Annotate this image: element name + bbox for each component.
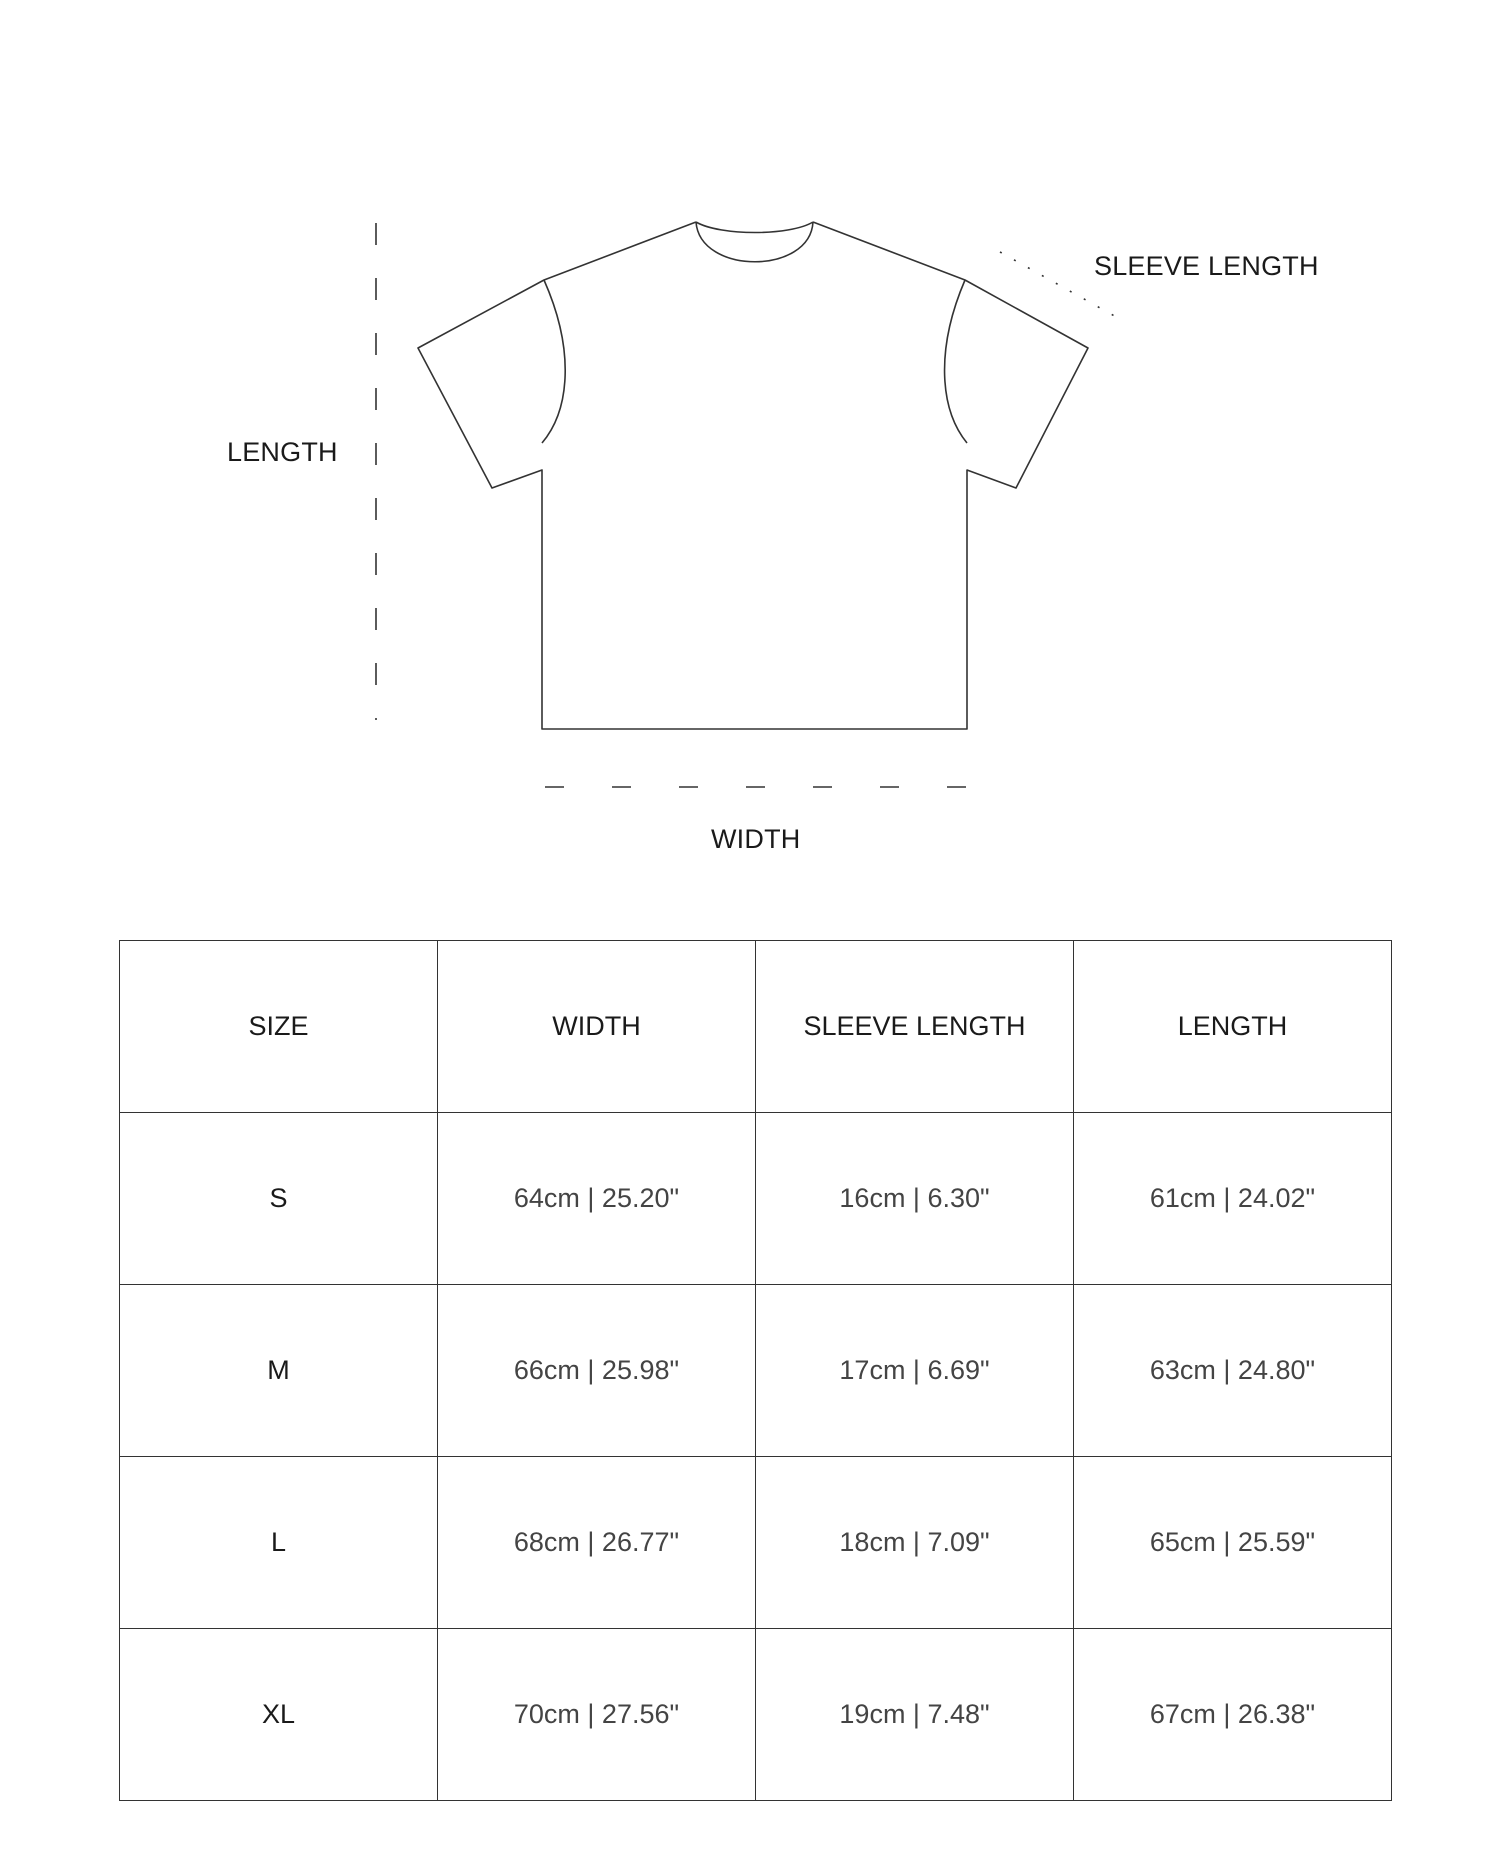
header-sleeve-length: SLEEVE LENGTH (756, 941, 1074, 1113)
width-cell: 64cm | 25.20" (438, 1113, 756, 1285)
sleeve-length-cell: 19cm | 7.48" (756, 1629, 1074, 1801)
size-cell: S (120, 1113, 438, 1285)
table-row (120, 1457, 1392, 1629)
size-cell: XL (120, 1629, 438, 1801)
size-cell: M (120, 1285, 438, 1457)
table-row (120, 1629, 1392, 1801)
size-diagram (0, 0, 1500, 900)
table-row (120, 1285, 1392, 1457)
length-label: LENGTH (227, 437, 338, 467)
right-armhole (945, 280, 967, 443)
header-length: LENGTH (1074, 941, 1392, 1113)
width-cell: 70cm | 27.56" (438, 1629, 756, 1801)
left-armhole (542, 280, 565, 443)
length-cell: 61cm | 24.02" (1074, 1113, 1392, 1285)
header-size: SIZE (120, 941, 438, 1113)
sleeve-length-cell: 17cm | 6.69" (756, 1285, 1074, 1457)
size-cell: L (120, 1457, 438, 1629)
table-row (120, 1113, 1392, 1285)
width-cell: 66cm | 25.98" (438, 1285, 756, 1457)
length-cell: 63cm | 24.80" (1074, 1285, 1392, 1457)
width-label: WIDTH (711, 824, 801, 854)
length-cell: 67cm | 26.38" (1074, 1629, 1392, 1801)
sleeve-length-label: SLEEVE LENGTH (1094, 251, 1319, 281)
table-header-row (120, 941, 1392, 1113)
t-shirt-body (418, 222, 1088, 729)
neckline-outer (696, 222, 813, 233)
length-cell: 65cm | 25.59" (1074, 1457, 1392, 1629)
size-chart-table (119, 940, 1392, 1801)
sleeve-length-cell: 16cm | 6.30" (756, 1113, 1074, 1285)
t-shirt-outline-icon (418, 222, 1088, 729)
sleeve-length-cell: 18cm | 7.09" (756, 1457, 1074, 1629)
header-width: WIDTH (438, 941, 756, 1113)
width-cell: 68cm | 26.77" (438, 1457, 756, 1629)
